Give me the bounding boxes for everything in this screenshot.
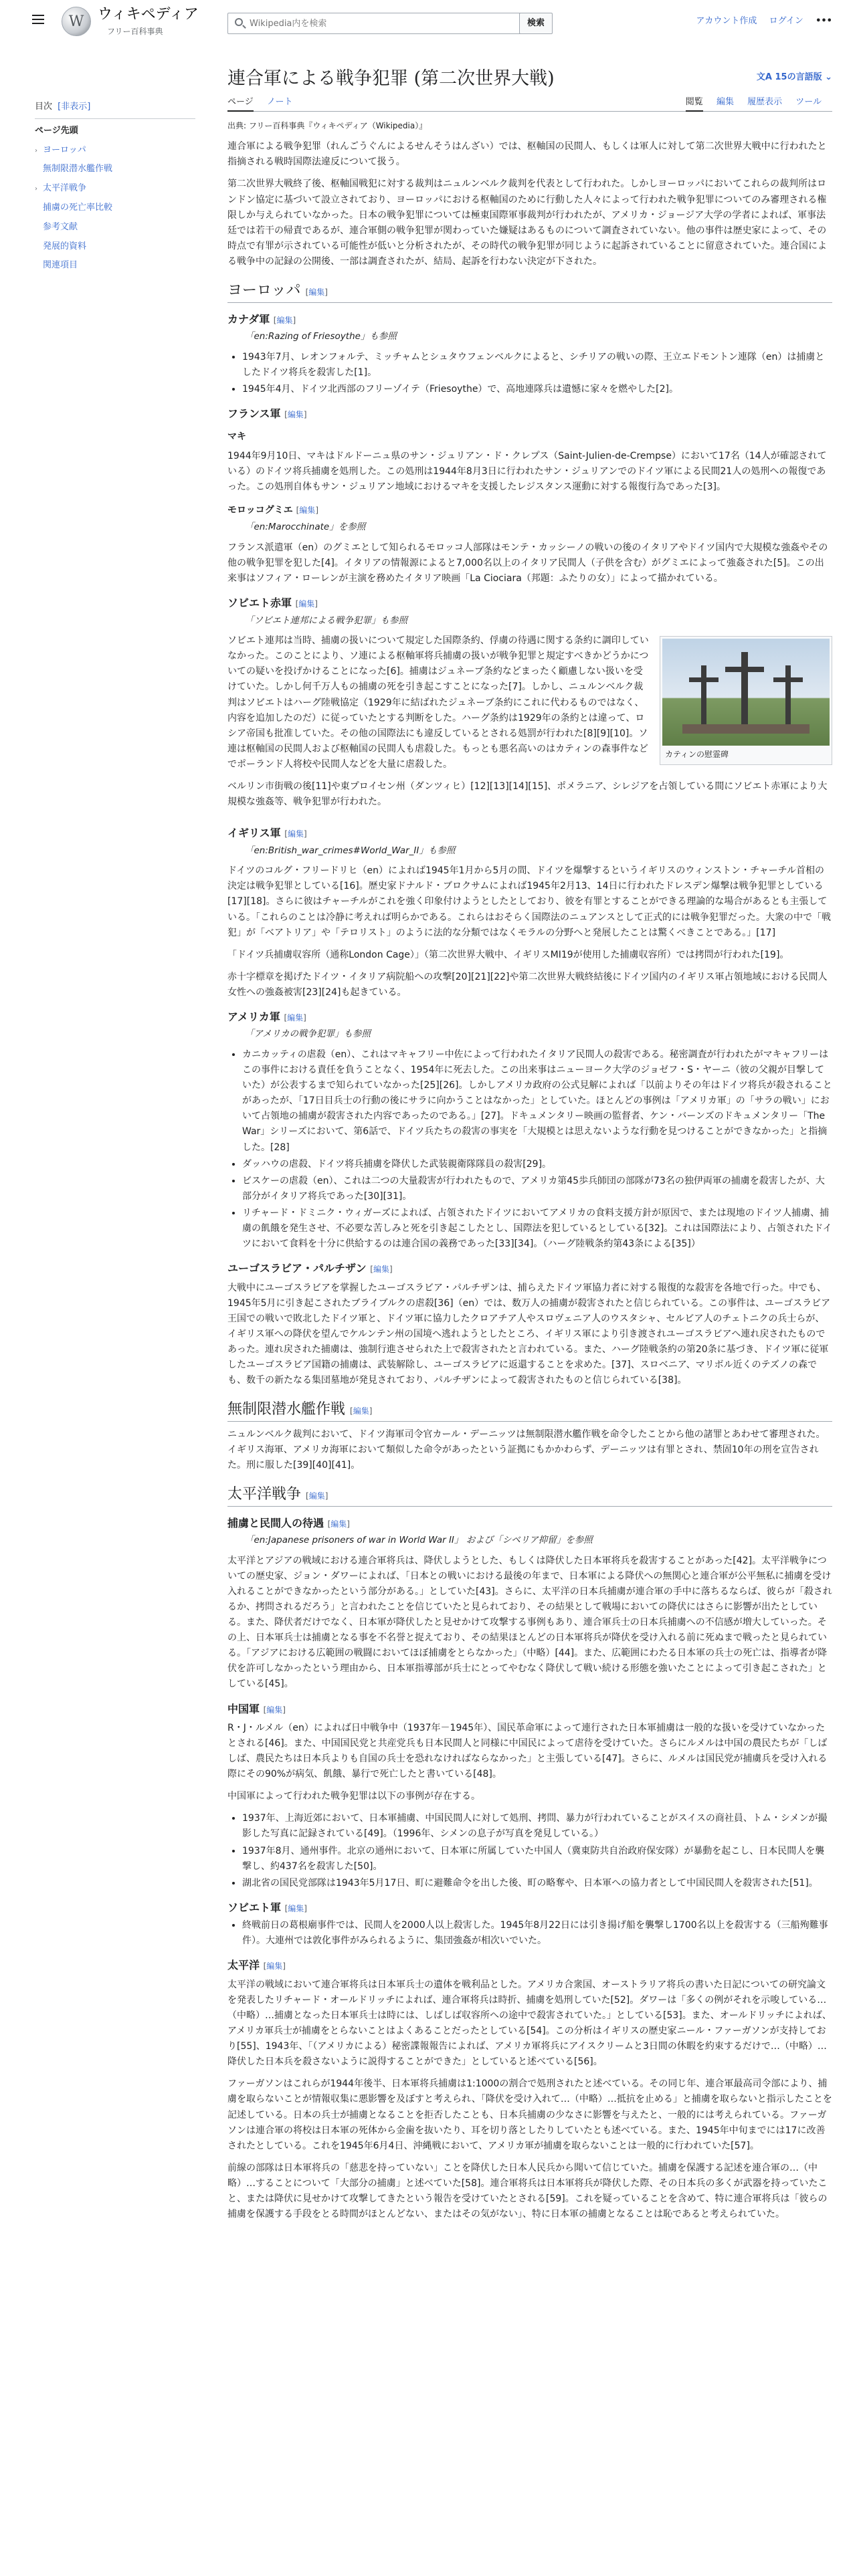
more-options-icon[interactable]: ••• [816, 16, 832, 26]
hatnote: 「en:British_war_crimes#World_War_II」も参照 [245, 845, 456, 856]
subsection-pacific-ocean-heading: 太平洋 [編集] [227, 1959, 286, 1972]
hatnote: 「アメリカの戦争犯罪」も参照 [245, 1029, 371, 1040]
hatnote: 「en:Marocchinate」を参照 [245, 522, 366, 533]
list-item: • 1937年、上海近郊において、日本軍捕虜、中国民間人に対して処刑、拷問、暴力が行われていることがスイスの商社員、トム・シメンが撮影した写真に記録されている[49]。（1996年、シメンの息子が写真を発見している。） [242, 1811, 832, 1842]
language-button[interactable]: 文A 15の言語版 ⌄ [756, 72, 832, 82]
search-input[interactable] [248, 15, 516, 31]
pacific-paragraph-2: ファーガソンはこれらが1944年後半、日本軍将兵捕虜は1:1000の割合で処刑されたと述べている。その同じ年、連合軍最高司令部により、捕虜を取らないことが情報収集に悪影響を及ぼすと考えられ、「降伏を受け入れて…（中略）…抵抗を止める」と捕虜を取らないと指示したことを記述している。日本の兵士が捕虜となることを拒否したことも、日本兵捕虜の少なさに影響を与えたと、一般的には考えられている。ファーガソンは連合軍の将校は日本軍の死体から金歯を抜いたり、耳を切り落としたりしていたとも述べている。また、1945年中旬までには17に改善されたとしている。これを1945年6月4日、沖縄戦において、アメリカ軍が捕虜を取らないことは一般的に行われていた[57]。 [227, 2078, 832, 2151]
tab-edit[interactable]: 編集 [716, 97, 734, 108]
edit-link[interactable]: 編集 [308, 288, 325, 298]
wikipedia-wordmark[interactable]: ウィキペディア [98, 6, 199, 23]
subsection-soviet-heading: ソビエト赤軍 [編集] [227, 597, 318, 610]
toc-item-submarine[interactable] [35, 163, 195, 177]
hatnote: 「en:Razing of Friesoythe」も参照 [245, 331, 397, 342]
search-button[interactable]: 検索 [519, 13, 553, 34]
chevron-right-icon[interactable]: › [35, 146, 37, 154]
site-header [0, 0, 859, 43]
pacific-paragraph-1: 太平洋の戦域において連合軍将兵は日本軍兵士の遺体を戦利品とした。アメリカ合衆国、オーストラリア将兵の書いた日記についての研究論文を発表したリチャード・オールドリッチによれば、連合軍将兵は時折、捕虜を処刑していた[52]。ダワーは「多くの例がそれを示唆している…（中略）…捕虜となった日本軍兵士は時には、しばしば収容所への途中で殺害されていた。」としている[53]。また、オールドリッチによれば、アメリカ軍兵士が捕虜をとらないことはよくあることだったとしている[54]。この分析はイギリスの歴史家ニール・ファーガソンが支持しており[55]、1943年、「（アメリカによる）秘密諜報報告によれば、アメリカ軍将兵にアイスクリームと3日間の休暇を約束するだけで…（中略）…降伏した日本兵を殺さないように説得することができた」としていると述べている[56]。 [227, 1979, 832, 2068]
toc-title: 目次 [35, 102, 53, 112]
toc-item-further-reading[interactable] [35, 240, 195, 254]
hatnote: 「ソビエト連邦による戦争犯罪」も参照 [245, 615, 407, 626]
tab-tools[interactable]: ツール [795, 97, 822, 108]
edit-link[interactable]: 編集 [373, 1265, 389, 1275]
china-paragraph-1: R・J・ルメル（en）によれば日中戦争中（1937年－1945年）、国民革命軍によって連行された日本軍捕虜は一般的な扱いを受けていなかったとされる[46]。また、中国国民党と共産党兵も日本民間人と同様に中国民によって虐待を受けていた。さらにルメルは中国の農民たちが「しばしば、農民たちは日本兵よりも自国の兵士を恐れなければならなかった」と主張している[47]。さらに、ルメルは国民党が捕虜兵を受け入れる際にその90%が病気、飢餓、暴行で死亡したと書いている[48]。 [227, 1722, 828, 1780]
toc-item-europe[interactable] [35, 144, 195, 158]
usa-list [227, 1047, 832, 1252]
edit-link[interactable]: 編集 [287, 829, 304, 839]
edit-link[interactable]: 編集 [266, 1705, 283, 1715]
soviet-pacific-list [227, 1918, 832, 1949]
edit-link[interactable]: 編集 [266, 1961, 283, 1971]
create-account-link[interactable]: アカウント作成 [696, 16, 757, 26]
section-europe-heading: ヨーロッパ [編集] [227, 282, 832, 303]
canada-list [227, 350, 832, 397]
goumiers-heading: モロッコグミエ [編集] [227, 504, 318, 516]
search-box [227, 13, 522, 34]
figure-caption: カティンの慰霊碑 [665, 750, 729, 760]
toc-divider [35, 118, 195, 119]
intro-paragraph-2: 第二次世界大戦終了後、枢軸国戦犯に対する裁判はニュルンベルク裁判を代表として行われた。しかしヨーロッパにおいてこれらの裁判所はロンドン協定に基づいて設立されており、ヨーロッパにおける枢軸国のために行動した人々によって行われた戦争犯罪についてのみ審理される権限しか与えられていなかった。日本の戦争犯罪については極東国際軍事裁判が行われたが、アメリカ・ジョージア大学の学者によれば、軍事法廷では若干の帰責であるが、連合軍側の戦争犯罪が関わっていた嫌疑はあるものについて調査されていない。他の事件は歴史家によって、その時点で有罪が示されている可能性が低いと分析されたが、その時代の戦争犯罪が同じように起訴されていることに留意されていた。連合国による戦争中の記録の公開後、一部は調査されたが、結局、起訴を行わない決定が下された。 [227, 179, 827, 267]
edit-link[interactable]: 編集 [330, 1519, 347, 1529]
page-tabs [227, 92, 832, 112]
search-icon [235, 18, 243, 26]
edit-link[interactable]: 編集 [299, 505, 316, 515]
tab-talk[interactable]: ノート [266, 97, 293, 108]
uk-paragraph-2: 「ドイツ兵捕虜収容所（通称London Cage）」（第二次世界大戦中、イギリスMI19が使用した捕虜収容所）では拷問が行われた[19]。 [227, 949, 789, 960]
soviet-paragraph-1: ソビエト連邦は当時、捕虜の扱いについて規定した国際条約、俘虜の待遇に関する条約に調印していなかった。このことにより、ソ連による枢軸軍将兵捕虜の扱いが戦争犯罪と規定すべきかどうかについての疑いを投げかけることになった[6]。捕虜はジュネーブ条約などまったく顧慮しない扱いを受けていた。しかし何千万人もの捕虜の死を引き起こすことになった[7]。しかし、ニュルンベルク裁判はソビエトはハーグ陸戦協定（1929年に結ばれたジュネーブ条約にこれに代わるものではなく、内容を追加したのだ）に従っていたとする判断をした。ハーグ条約は1929年の条約とは違って、ロシア帝国も批准していた。その他の国際法にも違反しているとされる処罰が行われた[8][9][10]。ソ連は枢軸国の民間人および枢軸国の民間人も虐殺した。もっとも悪名高いのはカティンの森事件などでポーランド人将校や民間人などを大量に虐殺した。 [227, 635, 649, 770]
list-item: • 1943年7月、レオンフォルテ、ミッチャムとシュタウフェンベルクによると、シチリアの戦いの際、王立エドモントン連隊（en）は捕虜としたドイツ将兵を殺害した[1]。 [242, 350, 832, 381]
edit-link[interactable]: 編集 [298, 599, 315, 609]
pacific-paragraph-3: 前線の部隊は日本軍将兵の「慈悲を持っていない」ことを降伏した日本人民兵から聞いて信じていた。捕虜を保護する記述を連合軍の…（中略）…することについて「大部分の捕虜」と述べていた[58]。連合軍将兵は日本軍将兵が降伏した際、その日本兵の多くが武器を持っていたこと、または降伏に見せかけて攻撃してきたという報告を受けていたとされる[59]。これを疑っていることを含めて、特に連合軍将兵は「彼らの捕虜を保護する手段をとる時間がほとんどない、またはその気がない」、特に日本軍の捕虜となることは恥であると考えられていた。 [227, 2162, 828, 2220]
main-content [227, 67, 832, 2229]
login-link[interactable]: ログイン [769, 16, 803, 26]
toc-item-references[interactable] [35, 221, 195, 235]
source-line: 出典: フリー百科事典『ウィキペディア（Wikipedia）』 [227, 121, 427, 131]
katyn-memorial-figure [660, 636, 832, 765]
toc-item-top[interactable]: ページ先頭 [35, 125, 78, 136]
toc-item-label: 無制限潜水艦作戦 [43, 164, 113, 175]
subsection-france-heading: フランス軍 [編集] [227, 407, 307, 420]
subsection-uk-heading: イギリス軍 [編集] [227, 827, 307, 840]
katyn-memorial-image[interactable] [662, 639, 830, 746]
tab-page[interactable]: ページ [227, 97, 254, 112]
china-list [227, 1811, 832, 1891]
toc-item-pow-mortality[interactable] [35, 201, 195, 215]
wikipedia-tagline: フリー百科事典 [107, 27, 163, 36]
toc-item-label: 捕虜の死亡率比較 [43, 202, 113, 213]
list-item: • リチャード・ドミニク・ウィガーズによれば、占領されたドイツにおいてアメリカの食料支援方針が原因で、または現地のドイツ人捕虜、捕虜の飢餓を発生させ、不必要な苦しみと死を引き起こしたとし、国際法を犯しているとしている[32]。これは国際法により、占領されたドイツにおいて食料を十分に供給するのは連合国の義務であった[33][34]。（ハーグ陸戦条約第43条による[35]） [242, 1206, 832, 1252]
edit-link[interactable]: 編集 [287, 409, 304, 419]
maquis-paragraph: 1944年9月10日、マキはドルドーニュ県のサン・ジュリアン・ド・クレプス（Saint-Julien-de-Crempse）において17名（14人が確認されている）のドイツ将兵捕虜を処刑した。この処刑は1944年8月3日に行われたサン・ジュリアンでのドイツ軍による民間21人の処刑への報復であった。この処刑自体もサン・ジュリアン地域におけるマキを支援したレジスタンス運動に対する報復行為であった[3]。 [227, 450, 827, 492]
list-item: • ビスケーの虐殺（en）、これは二つの大量殺害が行われたもので、アメリカ第45歩兵師団の部隊が73名の独伊両軍の捕虜を殺害したが、大部分がイタリア将兵であった[30][31]。 [242, 1174, 832, 1204]
hamburger-menu-icon[interactable] [32, 15, 44, 24]
pow-paragraph: 太平洋とアジアの戦域における連合軍将兵は、降伏しようとした、もしくは降伏した日本軍将兵を殺害することがあった[42]。太平洋戦争についての歴史家、ジョン・ダワーによれば、「日本との戦いにおける最後の年まで、日本軍による降伏への無関心と連合軍が公平無私に捕虜を受け入れることができなかったという部分がある。」としていた[43]。さらに、太平洋の日本兵捕虜が連合軍の手中に落ちるならば、彼らが「殺されるか、拷問されるだろう」と言われたことを信じていたと見られており、その結果として戦場においての降伏にはさらに影響が出たとしている。また、降伏者だけでなく、日本軍が降伏したと見せかけて攻撃する事例もあり、連合軍兵士の日本兵捕虜への不信感が増大していった。その上、日本軍兵士は捕虜となる事を不名誉と捉えており、その結果ほとんどの日本軍将兵が降伏を受け入れる前に死ぬまで戦ったと見られている。「アジアにおける広範囲の戦闘においてほぼ捕虜をとらなかった」（中略）[44]。また、広範囲にわたる日本軍の兵士の死亡は、指導者が降伏を許可しなかったという理由から、日本軍指導部が兵士にとってやむなく降伏して戦い続ける形態を強いたことによって引き起こされた」としている[45]。 [227, 1555, 832, 1690]
edit-link[interactable]: 編集 [287, 1012, 304, 1023]
goumiers-paragraph: フランス派遣軍（en）のグミエとして知られるモロッコ人部隊はモンテ・カッシーノの戦いの後のイタリアやドイツ国内で大規模な強姦やその他の戦争犯罪を犯した[4]。イタリアの情報源によると7,000名以上のイタリア民間人（子供を含む）がグミエによって強姦された[5]。この出来事はソフィア・ローレンが主演を務めたイタリア映画「La Ciociara（邦題：ふたりの女）」によって描かれている。 [227, 542, 828, 584]
edit-link[interactable]: 編集 [276, 315, 293, 325]
subsection-soviet-pacific-heading: ソビエト軍 [編集] [227, 1901, 307, 1914]
list-item: • カニカッティの虐殺（en）、これはマキャフリー中佐によって行われたイタリア民間人の殺害である。秘密調査が行われたがマキャフリーはこの事件における責任を負うことなく、1954年に死去した。この出来事はニューヨーク大学のジョゼフ・S・ヤーニ（彼の父親が目撃していた）が公表するまで知られていなかった[25][26]。しかしアメリカ政府の公式見解によれば「以前よりその年はドイツ将兵が殺されることがあったが、「17日目兵士の行動の後にサラに向かうことはなかった」としていた。ほとんどの事例は「アメリカ軍」の「サラの戦い」において占領地の捕虜が殺害された内容であったのである。」[27]。ドキュメンタリー映画の監督者、ケン・バーンズのドキュメンタリー「The War」シリーズにおいて、第6話で、ドイツ兵たちの殺害の事実を「大規模とは思えないような行動を見つけることができなかった」と指摘した。[28] [242, 1047, 832, 1156]
list-item: • 終戦前日の葛根廟事件では、民間人を2000人以上殺害した。1945年8月22日には引き揚げ船を襲撃し1700名以上を殺害する（三船殉難事件）。大連州では敦化事件がみられるように、集団強姦が相次いでいた。 [242, 1918, 832, 1949]
subsection-usa-heading: アメリカ軍 [編集] [227, 1010, 306, 1023]
toc-hide-button[interactable]: [非表示] [58, 102, 91, 112]
list-item: • 1945年4月、ドイツ北西部のフリーゾイテ（Friesoythe）で、高地連隊兵は遺憾に家々を燃やした[2]。 [242, 382, 832, 397]
maquis-heading: マキ [227, 431, 246, 443]
edit-link[interactable]: 編集 [288, 1903, 304, 1913]
yugoslavia-paragraph: 大戦中にユーゴスラビアを掌握したユーゴスラビア・パルチザンは、捕らえたドイツ軍協力者に対する報復的な殺害を各地で行った。中でも、1945年5月に引き起こされたブライブルクの虐殺[36]（en）では、数万人の捕虜が殺害されたと信じられている。この事件は、ユーゴスラビア王国での戦いで敗北したドイツ軍と、ドイツ軍に協力したクロアチア人やスロヴェニア人のウスタシャ、セルビア人のチェトニクの兵士らが、イギリス軍への降伏を望んでケルンテン州の国境へ逃れようとしたところ、イギリス軍により引き渡されユーゴスラビアへ連れ戻されたものであった。連れ戻された捕虜は、強制行進させられた上で殺害されたと言われている。また、ハーグ陸戦条約の第20条に基づき、ドイツ軍に従軍したユーゴスラビア国籍の捕虜は、武装解除し、ユーゴスラビアに返還することを求めた。[37]、スロベニア、マリボル近くのテズノの森でも、数千の新たなる集団墓地が発見されており、パルチザンによって殺害されたものと信じられている[38]。 [227, 1282, 831, 1386]
table-of-contents [35, 100, 195, 278]
edit-link[interactable]: 編集 [353, 1406, 369, 1416]
toc-item-label: ヨーロッパ [43, 144, 86, 155]
subsection-china-heading: 中国軍 [編集] [227, 1702, 286, 1715]
section-submarine-heading: 無制限潜水艦作戦 [編集] [227, 1400, 832, 1422]
uk-paragraph-1: ドイツのコルグ・フリードリヒ（en）によれば1945年1月から5月の間、ドイツを爆撃するというイギリスのウィンストン・チャーチル首相の決定は戦争犯罪としている[16]。歴史家ドナルド・ブロクサムによれば1945年2月13、14日に行われたドレスデン爆撃は戦争犯罪としている[17][18]。さらに彼はチャーチルがこれを強く印象付けようとしたとしており、彼を有罪とすることができる理論的な場合があるとも主張している。「これらのことは冷静に考えれば明らかである。これらはおそらく国際法のニュアンスとして正式的には戦争犯罪だった。大衆の中で「戦犯」が「ベアトリア」や「テロリスト」のように法的な分類ではなくモラルの分野へと発展したことは驚くべきことである。」[17] [227, 865, 832, 938]
list-item: • 湖北省の国民党部隊は1943年5月17日、町に避難命令を出した後、町の略奪や、日本軍への協力者として中国民間人を殺害された[51]。 [242, 1876, 832, 1891]
toc-item-label: 発展的資料 [43, 241, 87, 251]
subsection-yugoslavia-heading: ユーゴスラビア・パルチザン [編集] [227, 1262, 393, 1275]
toc-item-label: 参考文献 [43, 221, 78, 232]
china-paragraph-2: 中国軍によって行われた戦争犯罪は以下の事例が存在する。 [227, 1791, 480, 1802]
hatnote: 「en:Japanese prisoners of war in World War II」 および「シベリア抑留」を参照 [245, 1535, 593, 1546]
tab-read[interactable]: 閲覧 [686, 97, 703, 112]
tab-history[interactable]: 履歴表示 [747, 97, 783, 108]
section-pacific-heading: 太平洋戦争 [編集] [227, 1485, 832, 1507]
chevron-right-icon[interactable]: › [35, 185, 37, 193]
list-item: • ダッハウの虐殺、ドイツ将兵捕虜を降伏した武装親衛隊隊員の殺害[29]。 [242, 1157, 832, 1172]
subsection-pow-heading: 捕虜と民間人の待遇 [編集] [227, 1516, 350, 1529]
personal-tools [687, 15, 832, 29]
wikipedia-logo[interactable]: W [62, 7, 91, 36]
toc-item-label: 関連項目 [43, 260, 78, 271]
toc-item-label: 太平洋戦争 [43, 183, 87, 194]
toc-item-see-also[interactable] [35, 259, 195, 273]
uk-paragraph-3: 赤十字標章を掲げたドイツ・イタリア病院船への攻撃[20][21][22]や第二次世界大戦終結後にドイツ国内のイギリス軍占領地域における民間人女性への強姦被害[23][24]も起きている。 [227, 971, 828, 998]
subsection-canada-heading: カナダ軍 [編集] [227, 312, 296, 326]
list-item: • 1937年8月、通州事件。北京の通州において、日本軍に所属していた中国人（冀東防共自治政府保安隊）が暴動を起こし、日本民間人を襲撃し、約437名を殺害した[50]。 [242, 1844, 832, 1874]
intro-paragraph-1: 連合軍による戦争犯罪（れんごうぐんによるせんそうはんざい）では、枢軸国の民間人、もしくは軍人に対して第二次世界大戦中に行われたと指摘される戦時国際法違反について扱う。 [227, 141, 827, 168]
soviet-paragraph-2: ベルリン市街戦の後[11]や東プロイセン州（ダンツィヒ）[12][13][14][15]、ポメラニア、シレジアを占領している間にソビエト赤軍により大規模な強姦等、戦争犯罪が行われた。 [227, 781, 828, 808]
toc-item-pacific[interactable] [35, 182, 195, 196]
edit-link[interactable]: 編集 [308, 1491, 325, 1501]
toc-header [35, 100, 195, 114]
page-title: 連合軍による戦争犯罪 (第二次世界大戦) [227, 68, 555, 89]
submarine-paragraph: ニュルンベルク裁判において、ドイツ海軍司令官カール・デーニッツは無制限潜水艦作戦を命令したことから他の諸罪とあわせて審理された。イギリス海軍、アメリカ海軍において類似した命令があったという証拠にもかかわらず、デーニッツは有罪とされ、禁固10年の刑を宣告された。刑に服した[39][40][41]。 [227, 1428, 826, 1471]
